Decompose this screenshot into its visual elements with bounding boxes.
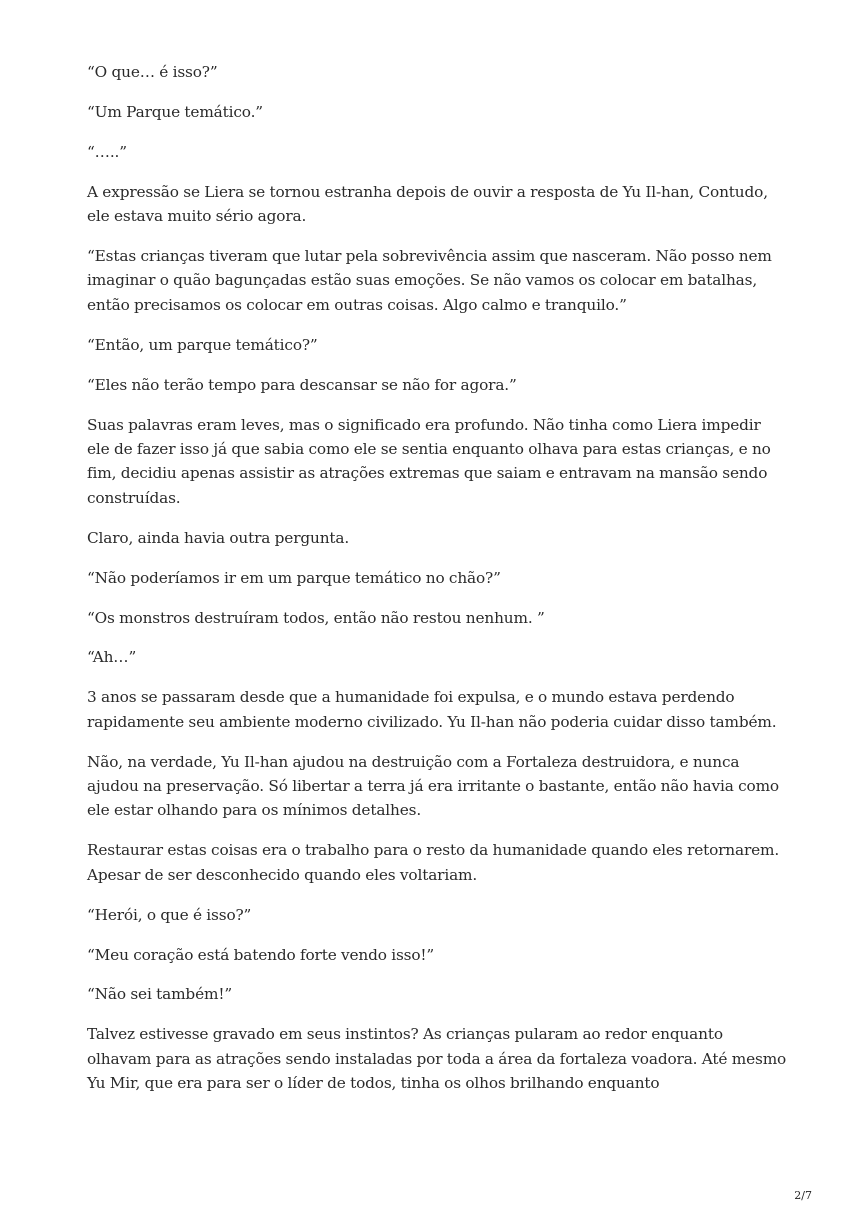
paragraph: “O que… é isso?” (87, 63, 218, 81)
paragraph: Não, na verdade, Yu Il-han ajudou na destruição com a Fortaleza destruidora, e nunca ajudou na preservação. Só libertar a terra já era irritante o bastante, então não havia como ele estar olhando para os mínimos detalhes. (87, 752, 779, 820)
paragraph: “Não poderíamos ir em um parque temático no chão?” (87, 568, 501, 587)
paragraph: “Os monstros destruíram todos, então não restou nenhum. ” (87, 608, 545, 627)
paragraph: Talvez estivesse gravado em seus instintos? As crianças pularam ao redor enquanto olhavam para as atrações sendo instaladas por toda a área da fortaleza voadora. Até mesmo Yu Mir, que era para ser o líder de todos, tinha os olhos brilhando enquanto (87, 1025, 787, 1093)
paragraph: “Herói, o que é isso?” (87, 905, 252, 924)
paragraph: “Então, um parque temático?” (87, 335, 318, 354)
paragraph: “Eles não terão tempo para descansar se não for agora.” (87, 375, 517, 394)
paragraph: 3 anos se passaram desde que a humanidade foi expulsa, e o mundo estava perdendo rapidamente seu ambiente moderno civilizado. Yu Il-han não poderia cuidar disso também. (87, 688, 777, 731)
document-body (87, 60, 787, 1111)
page-number: 2/7 (794, 1189, 812, 1202)
paragraph: “Estas crianças tiveram que lutar pela sobrevivência assim que nasceram. Não posso nem imaginar o quão bagunçadas estão suas emoções. Se não vamos os colocar em batalhas, então precisamos os colocar em outras coisas. Algo calmo e tranquilo.” (87, 247, 772, 314)
paragraph: Suas palavras eram leves, mas o significado era profundo. Não tinha como Liera impedir ele de fazer isso já que sabia como ele se sentia enquanto olhava para estas crianças, e no fim, decidiu apenas assistir as atrações extremas que saiam e entravam na mansão sendo construídas. (87, 415, 771, 507)
paragraph: A expressão se Liera se tornou estranha depois de ouvir a resposta de Yu Il-han, Contudo, ele estava muito sério agora. (87, 182, 768, 226)
paragraph: “…..” (87, 142, 127, 161)
paragraph: Claro, ainda havia outra pergunta. (87, 528, 350, 547)
paragraph: “Meu coração está batendo forte vendo isso!” (87, 945, 435, 964)
paragraph: Restaurar estas coisas era o trabalho para o resto da humanidade quando eles retornarem. Apesar de ser desconhecido quando eles voltariam. (87, 841, 780, 884)
paragraph: “Não sei também!” (87, 985, 232, 1004)
paragraph: “Um Parque temático.” (87, 102, 263, 121)
paragraph: “Ah…” (87, 648, 137, 667)
